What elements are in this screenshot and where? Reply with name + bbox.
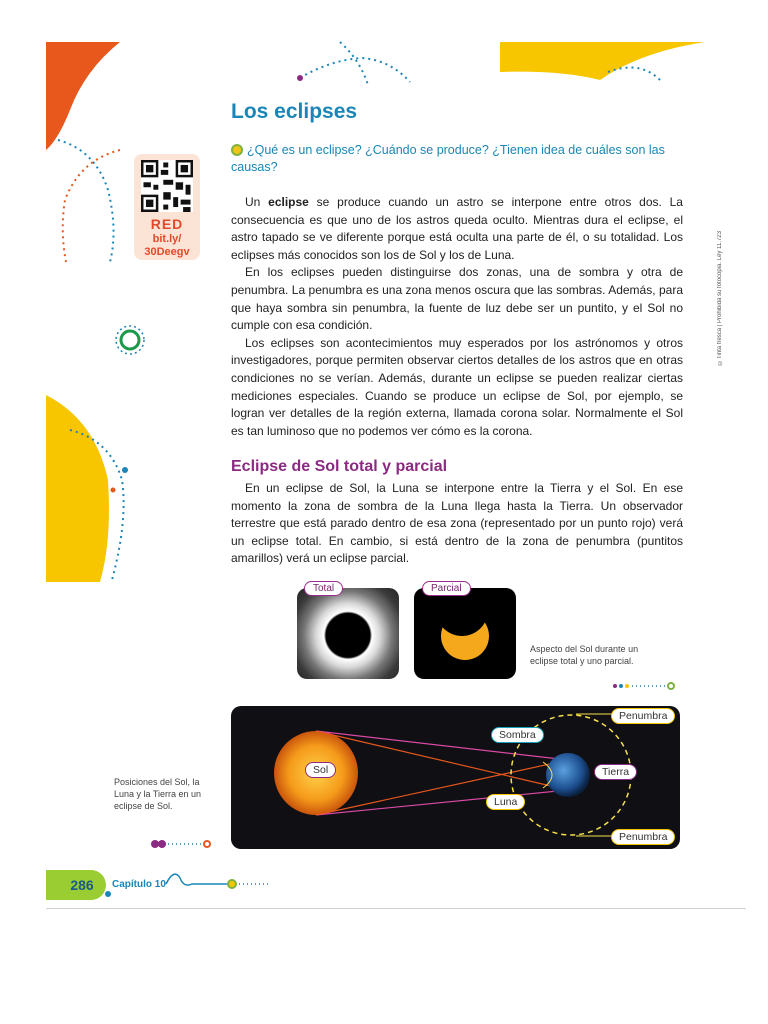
section-subtitle: Eclipse de Sol total y parcial xyxy=(231,458,448,475)
diagram-caption-decoration xyxy=(150,839,212,849)
label-luna: Luna xyxy=(486,794,525,810)
red-label: RED xyxy=(150,216,184,232)
intro-body xyxy=(231,194,683,440)
qr-code-icon[interactable] xyxy=(141,160,193,212)
photos-caption: Aspecto del Sol durante un eclipse total y uno parcial. xyxy=(530,644,639,666)
footer-divider xyxy=(46,908,746,909)
intro-paragraph-1 xyxy=(231,194,683,264)
label-penumbra-top: Penumbra xyxy=(611,708,675,724)
side-credit: ©Tinta fresca | Prohibida su fotocopia. Ley 11.723 xyxy=(717,231,723,365)
partial-tag: Parcial xyxy=(422,581,471,596)
total-eclipse-photo xyxy=(297,588,399,679)
red-link-line2[interactable]: 30Deegv xyxy=(144,246,190,258)
question-text: ¿Qué es un eclipse? ¿Cuándo se produce? ¿Tienen idea de cuáles son las causas? xyxy=(231,143,665,174)
diagram-caption: Posiciones del Sol, la Luna y la Tierra en un eclipse de Sol. xyxy=(114,777,202,811)
chapter-label: Capítulo 10 xyxy=(112,879,166,890)
p1-post: se produce cuando un astro se interpone entre otros dos. La consecuencia es que uno de los astros queda oculto. Mientras dura el eclipse, el astro tapado se ve diferente porque está oculta una parte de él, o su totalidad. Los eclipses más conocidos son los de Sol y los de Luna. xyxy=(231,195,683,262)
section2-body xyxy=(231,480,683,568)
label-sol: Sol xyxy=(305,762,336,778)
section2-paragraph-1: En un eclipse de Sol, la Luna se interpone entre la Tierra y el Sol. En ese momento la zona de sombra de la Luna llega hasta la Tierra. Un observador terrestre que está parado dentro de esa zona (representado por un punto rojo) verá un eclipse total. En cambio, si está dentro de la zona de penumbra (puntitos amarillos) verá un eclipse parcial. xyxy=(231,481,683,566)
label-sombra: Sombra xyxy=(491,727,544,743)
red-link-line1[interactable]: bit.ly/ xyxy=(152,233,182,245)
p1-bold-term: eclipse xyxy=(268,195,309,209)
question-bullet-icon xyxy=(231,144,243,156)
eclipse-diagram xyxy=(231,706,680,849)
page-number: 286 xyxy=(58,870,106,900)
partial-eclipse-photo xyxy=(414,588,516,679)
intro-question xyxy=(231,142,683,176)
p1-pre: Un xyxy=(245,195,269,209)
label-tierra: Tierra xyxy=(594,764,637,780)
red-link[interactable] xyxy=(134,233,200,259)
page-title: Los eclipses xyxy=(231,100,358,123)
intro-paragraph-3: Los eclipses son acontecimientos muy esperados por los astrónomos y otros investigadores, porque permiten observar ciertos detalles de los astros que en otras condiciones no se verían. Además, durante un eclipse se pueden realizar ciertas mediciones especiales. Cuando se produce un eclipse de Sol, por ejemplo, se logran ver detalles de la región externa, llamada corona solar. Normalmente el Sol es tan luminoso que no podemos ver cómo es la corona. xyxy=(231,335,683,438)
total-tag: Total xyxy=(304,581,343,596)
intro-paragraph-2: En los eclipses pueden distinguirse dos zonas, una de sombra y otra de penumbra. La penumbra es una zona menos oscura que las sombras. Además, para que haya sombra sin penumbra, la fuente de luz debe ser un puntito, y el Sol no cumple con esa condición. xyxy=(231,265,683,333)
partial-sun-shape xyxy=(414,588,516,679)
label-penumbra-bottom: Penumbra xyxy=(611,829,675,845)
caption-dots-decoration xyxy=(612,682,676,690)
